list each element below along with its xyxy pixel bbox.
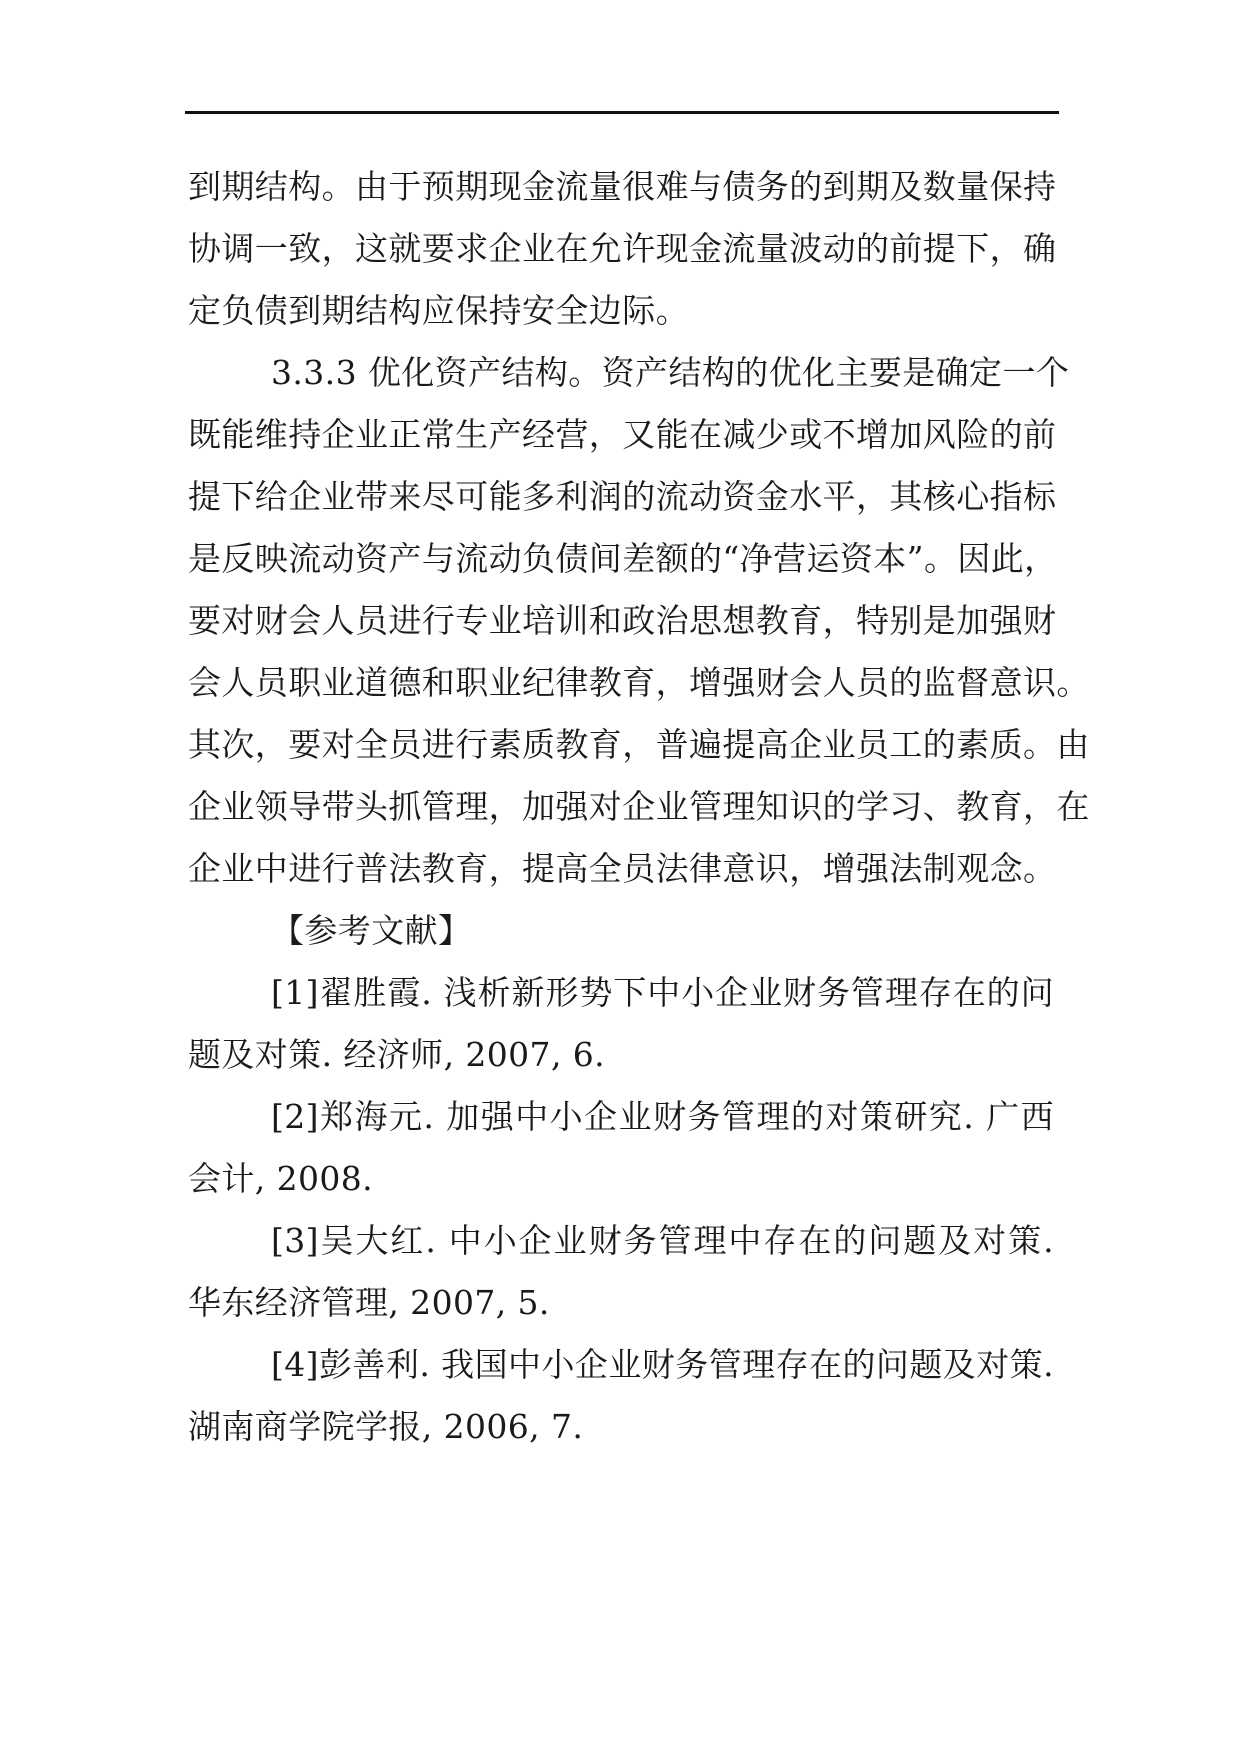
paragraph-line: 既能维持企业正常生产经营，又能在减少或不增加风险的前 xyxy=(188,415,1057,454)
reference-item: [4]彭善利. 我国中小企业财务管理存在的问题及对策. xyxy=(271,1345,1054,1384)
header-rule xyxy=(185,111,1059,114)
paragraph-line: 要对财会人员进行专业培训和政治思想教育，特别是加强财 xyxy=(188,601,1057,640)
reference-item: [3]吴大红. 中小企业财务管理中存在的问题及对策. xyxy=(271,1221,1054,1260)
paragraph-line: 协调一致，这就要求企业在允许现金流量波动的前提下，确 xyxy=(188,229,1057,268)
paragraph-line: 是反映流动资产与流动负债间差额的“净营运资本”。因此， xyxy=(188,539,1058,578)
reference-item: [2]郑海元. 加强中小企业财务管理的对策研究. 广西 xyxy=(271,1097,1054,1136)
paragraph-line: 定负债到期结构应保持安全边际。 xyxy=(188,291,689,330)
paragraph-line: 到期结构。由于预期现金流量很难与债务的到期及数量保持 xyxy=(188,167,1057,206)
paragraph-line: 提下给企业带来尽可能多利润的流动资金水平，其核心指标 xyxy=(188,477,1057,516)
section-heading-line: 3.3.3 优化资产结构。资产结构的优化主要是确定一个 xyxy=(271,353,1070,392)
body-text xyxy=(188,156,1090,1458)
reference-item: [1]翟胜霞. 浅析新形势下中小企业财务管理存在的问 xyxy=(271,973,1054,1012)
paragraph-line: 企业中进行普法教育，提高全员法律意识，增强法制观念。 xyxy=(188,849,1057,888)
paragraph-line: 会人员职业道德和职业纪律教育，增强财会人员的监督意识。 xyxy=(188,663,1090,702)
paragraph-line: 企业领导带头抓管理，加强对企业管理知识的学习、教育，在 xyxy=(188,787,1090,826)
reference-item-continuation: 湖南商学院学报, 2006, 7. xyxy=(188,1407,584,1446)
paragraph-line: 其次，要对全员进行素质教育，普遍提高企业员工的素质。由 xyxy=(188,725,1090,764)
reference-item-continuation: 华东经济管理, 2007, 5. xyxy=(188,1283,550,1322)
references-heading: 【参考文献】 xyxy=(271,911,472,950)
reference-item-continuation: 会计, 2008. xyxy=(188,1159,374,1198)
reference-item-continuation: 题及对策. 经济师, 2007, 6. xyxy=(188,1035,606,1074)
